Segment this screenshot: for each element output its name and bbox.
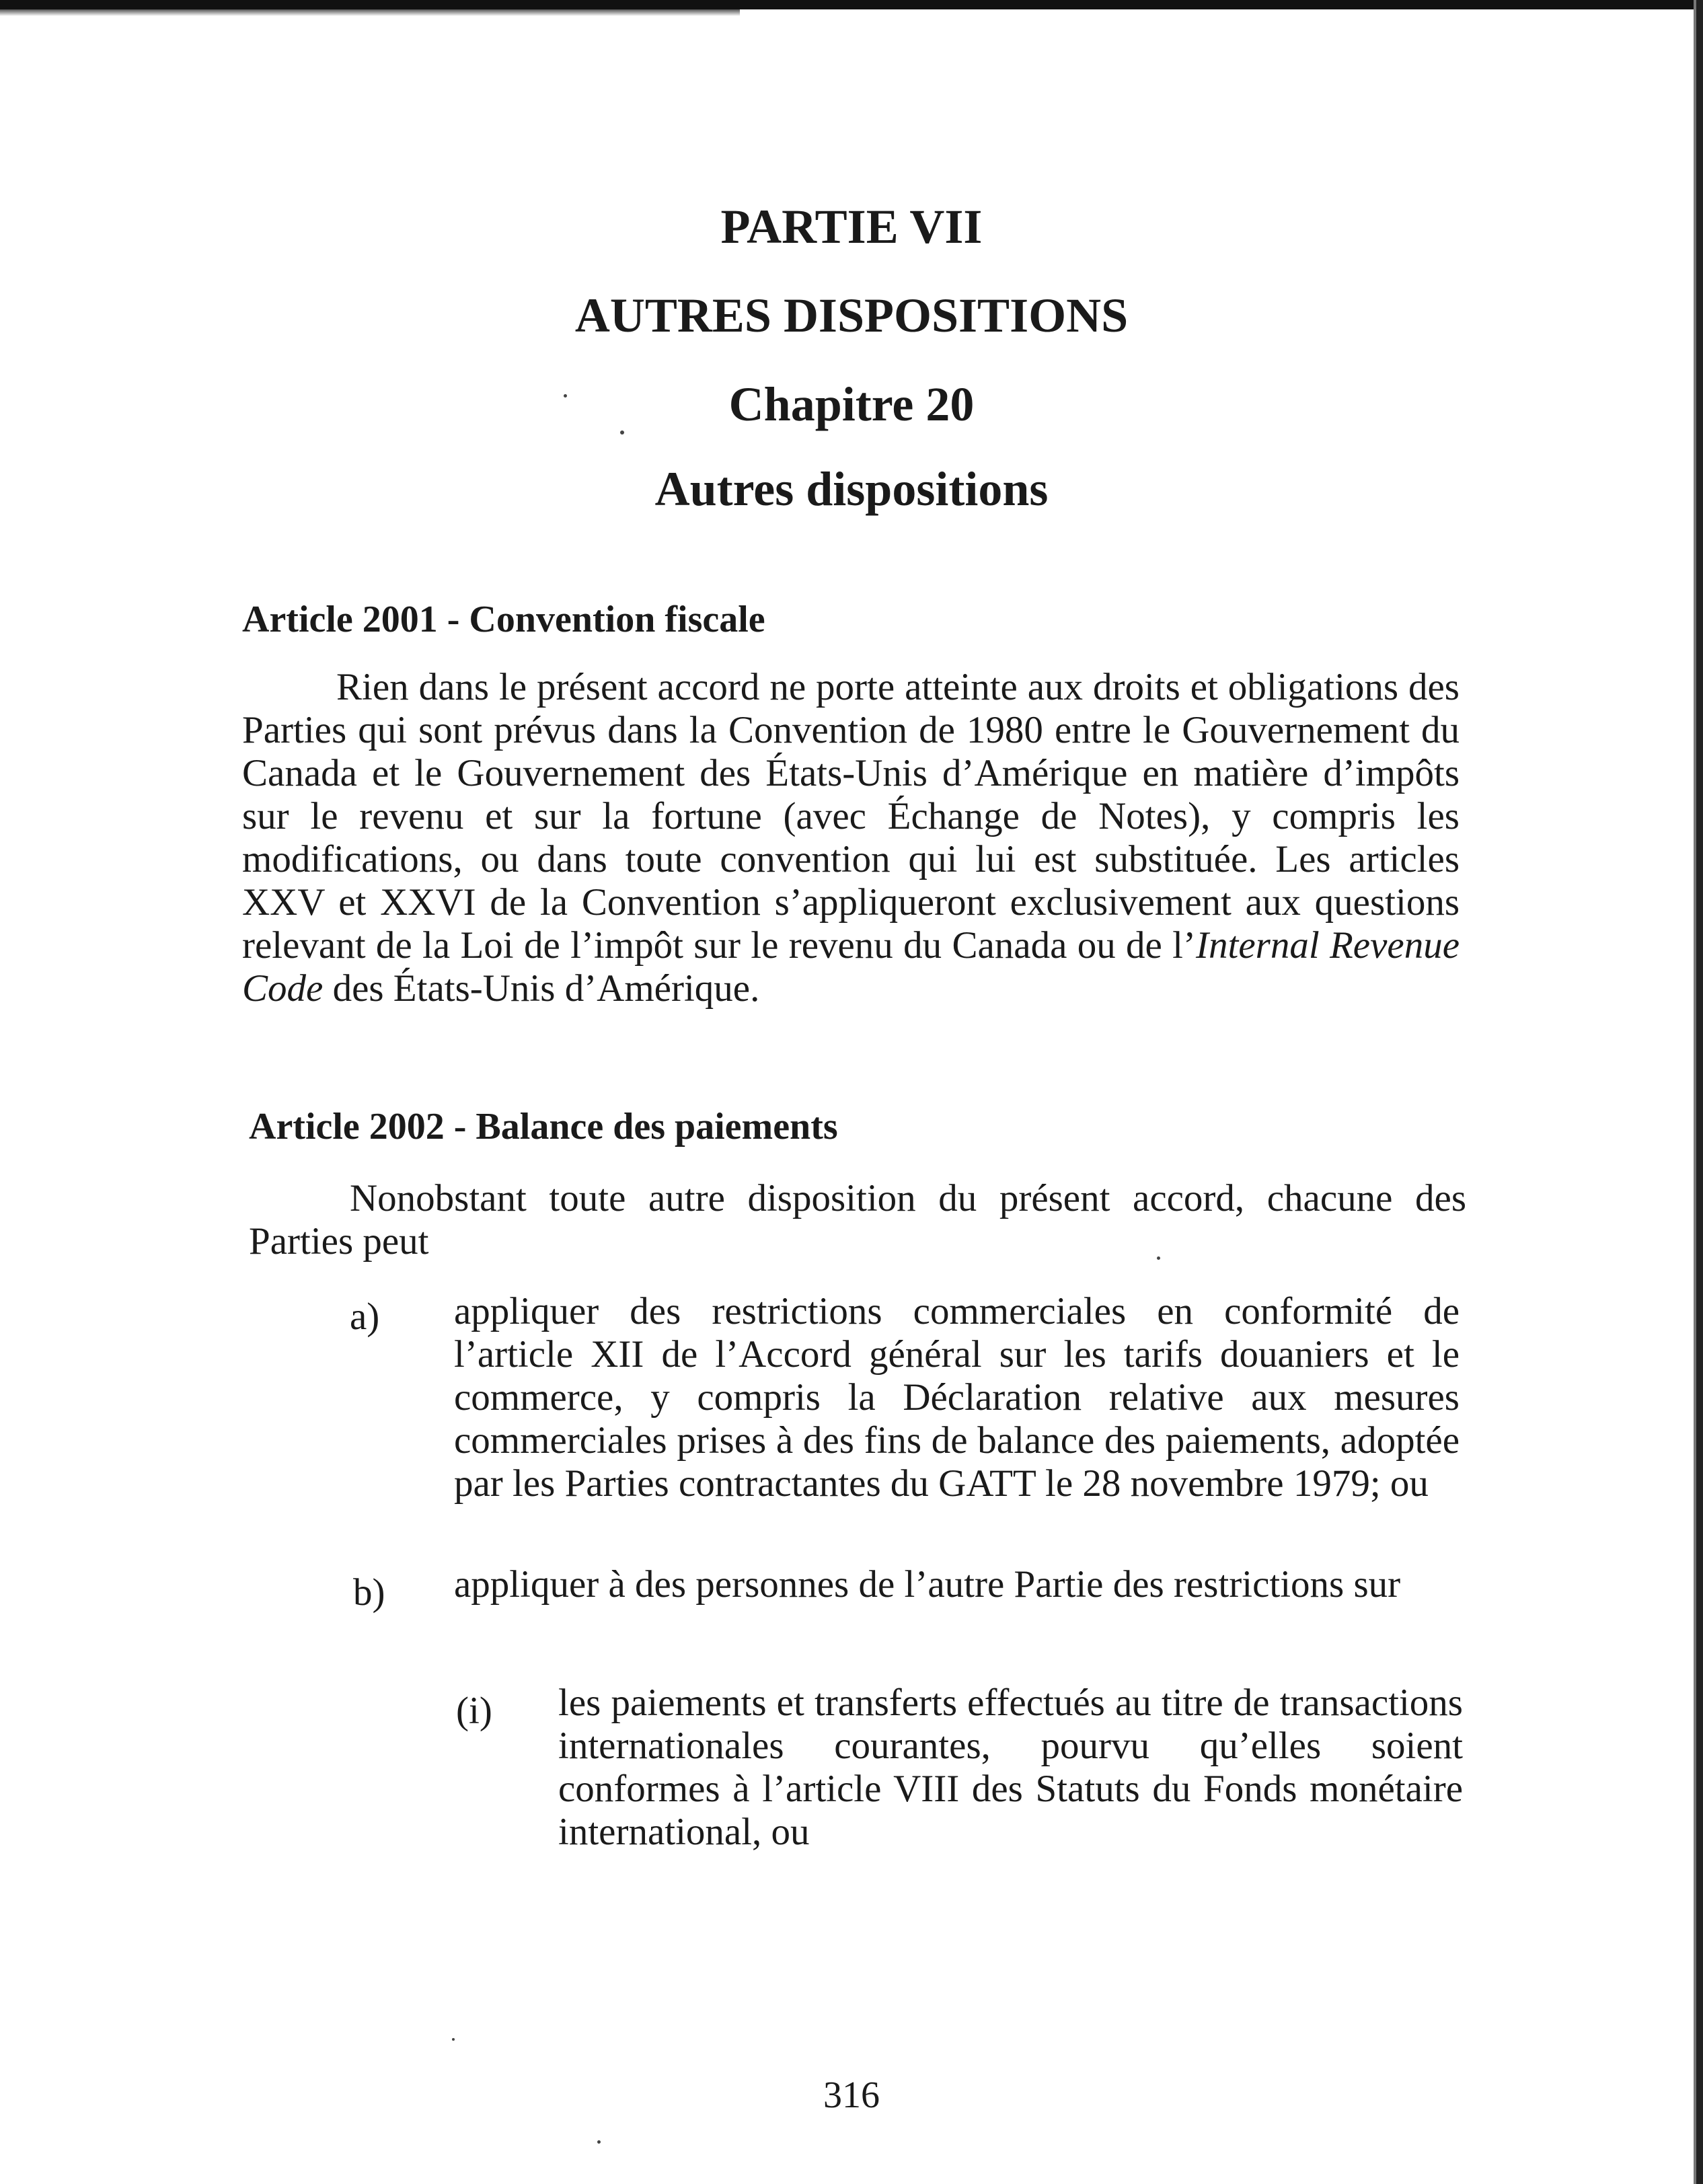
article-2001-italic-term: Internal Revenue Code	[242, 924, 1460, 1010]
article-2002-intro: Nonobstant toute autre disposition du présent accord, chacune des Parties peut	[249, 1177, 1466, 1263]
article-2001-heading: Article 2001 - Convention fiscale	[242, 599, 765, 640]
article-2002-heading: Article 2002 - Balance des paiements	[249, 1106, 838, 1147]
part-title: AUTRES DISPOSITIONS	[574, 289, 1129, 342]
item-a-marker: a)	[350, 1295, 380, 1338]
page-number: 316	[823, 2074, 880, 2116]
scan-speck	[452, 2038, 455, 2041]
article-2001-body	[242, 666, 1460, 1010]
chapter-heading: Chapitre 20	[728, 377, 975, 431]
chapter-title: Autres dispositions	[654, 462, 1049, 516]
article-2001-text-1: Rien dans le présent accord ne porte atteinte aux droits et obligations des Parties qui sont prévus dans la Convention de 1980 entre le Gouvernement du Canada et le Gouvernement des États-Unis d’Amérique en matière d’impôts sur le revenu et sur la fortune (avec Échange de Notes), y compris les modifications, ou dans toute convention qui lui est substituée. Les articles XXV et XXVI de la Convention s’appliqueront exclusivement aux questions relevant de la Loi de l’impôt sur le revenu du Canada ou de l’	[242, 666, 1460, 967]
scan-top-shadow	[0, 9, 740, 16]
item-a-text: appliquer des restrictions commerciales en conformité de l’article XII de l’Accord général sur les tarifs douaniers et le commerce, y compris la Déclaration relative aux mesures commerciales prises à des fins de balance des paiements, adoptée par les Parties contractantes du GATT le 28 novembre 1979; ou	[454, 1290, 1460, 1505]
scan-speck	[597, 2140, 601, 2144]
item-b-marker: b)	[353, 1571, 385, 1614]
scan-top-border	[0, 0, 1703, 9]
part-heading: PARTIE VII	[720, 200, 983, 254]
item-b-text: appliquer à des personnes de l’autre Partie des restrictions sur	[454, 1563, 1401, 1606]
item-i-marker: (i)	[456, 1690, 492, 1732]
article-2001-text-2: des États-Unis d’Amérique.	[323, 967, 760, 1010]
item-i-text: les paiements et transferts effectués au titre de transactions internationales courantes, pourvu qu’elles soient conformes à l’article VIII des Statuts du Fonds monétaire international, ou	[558, 1682, 1463, 1853]
